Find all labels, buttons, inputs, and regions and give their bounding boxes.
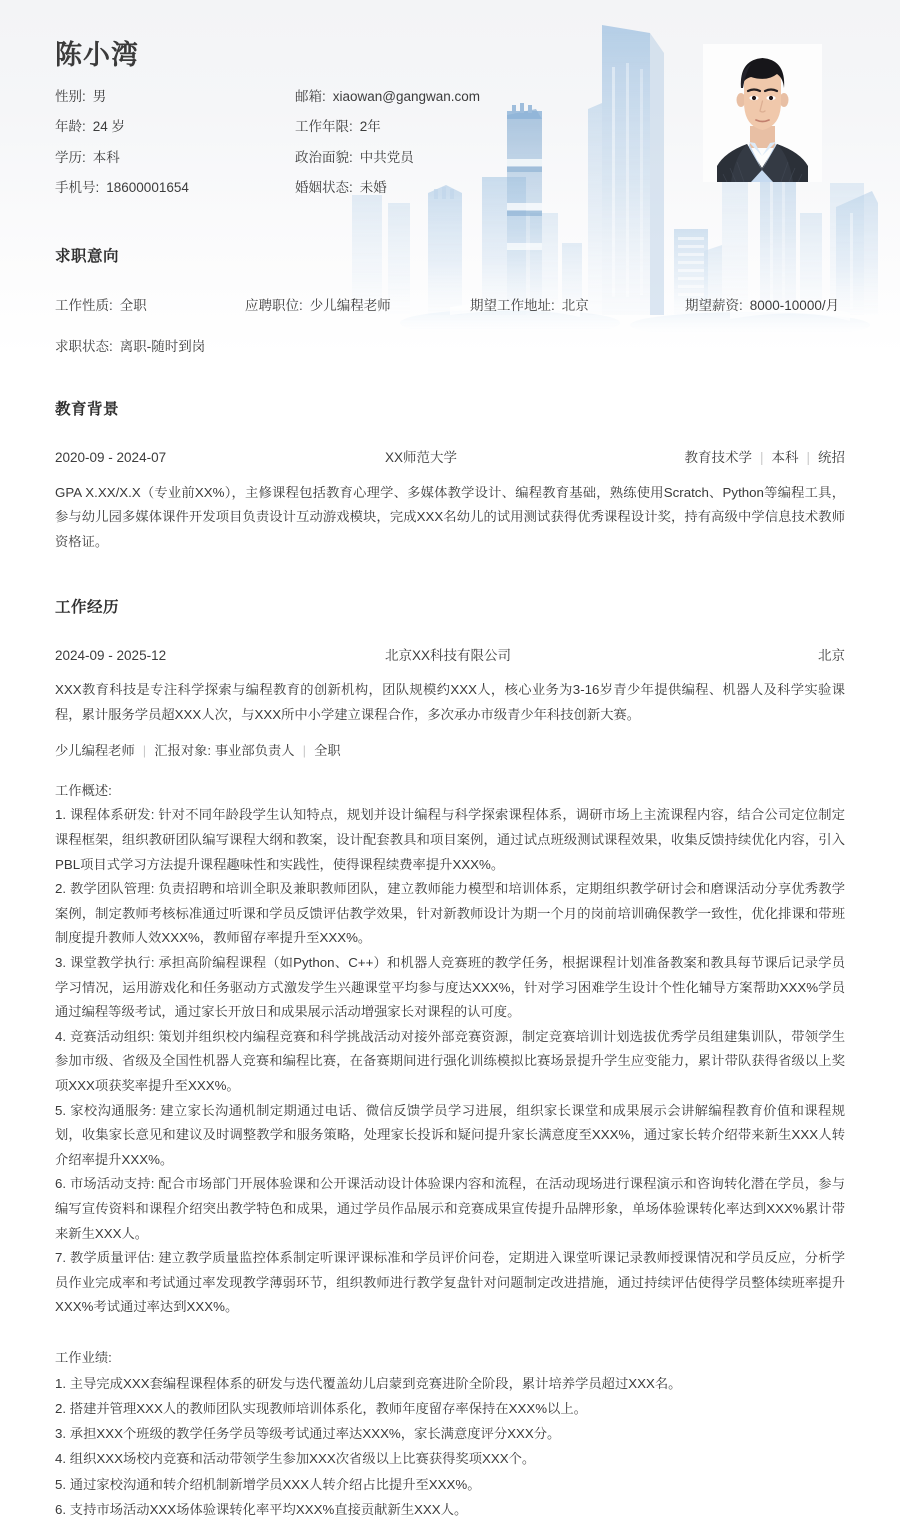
work-company-intro: XXX教育科技是专注科学探索与编程教育的创新机构，团队规模约XXX人，核心业务为3-16岁青少年提供编程、机器人及科学实验课程，累计服务学员超XXX人次，与XXX所中小学建立课程合作，多次承办市级青少年科技创新大赛。 — [55, 682, 845, 723]
info-political-status-label: 政治面貌: — [295, 149, 353, 165]
work-achievement-item: 6. 支持市场活动XXX场体验课转化率平均XXX%直接贡献新生XXX人。 — [55, 1501, 468, 1517]
work-duty-item: 5. 家校沟通服务: 建立家长沟通机制定期通过电话、微信反馈学员学习进展，组织家长课堂和成果展示会讲解编程教育价值和课程规划，收集家长意见和建议及时调整教学和服务策略，处理家长投诉和疑问提升家长满意度至XXX%，通过家长转介绍带来新生XXX人转介绍率提升XXX%。 — [55, 1102, 845, 1167]
education-date: 2020-09 - 2024-07 — [55, 450, 167, 466]
work-duty-item: 1. 课程体系研发: 针对不同年龄段学生认知特点，规划并设计编程与科学探索课程体系，调研市场上主流课程内容，结合公司定位制定课程框架，组织教研团队编写课程大纲和教案，设计配套教具和项目案例，通过试点班级测试课程效果，收集反馈持续优化内容，引入PBL项目式学习方法提升课程趣味性和实践性，使得课程续费率提升XXX%。 — [55, 807, 845, 872]
info-age — [55, 117, 295, 137]
intent-position-label: 应聘职位: — [245, 297, 303, 313]
education-degree: 本科 — [771, 450, 799, 466]
info-gender-value: 男 — [92, 89, 107, 105]
work-duty-item: 6. 市场活动支持: 配合市场部门开展体验课和公开课活动设计体验课内容和流程，在活动现场进行课程演示和咨询转化潜在学员，参与编写宣传资料和课程介绍突出教学特色和成果，通过学员作品展示和竞赛成果宣传提升品牌形象，单场体验课转化率达到XXX%累计带来新生XXX人。 — [55, 1176, 845, 1241]
info-age-value: 24 岁 — [92, 119, 126, 135]
job-intent-row-1 — [55, 294, 845, 314]
meta-separator-icon: | — [302, 742, 307, 758]
work-date: 2024-09 - 2025-12 — [55, 648, 167, 664]
work-role-title: 少儿编程老师 — [55, 742, 135, 758]
work-location: 北京 — [818, 648, 845, 664]
info-gender — [55, 87, 295, 107]
bottom-spacer — [55, 1522, 845, 1536]
info-phone-value: 18600001654 — [106, 179, 189, 195]
info-political-status-value: 中共党员 — [359, 149, 414, 165]
intent-location-label: 期望工作地址: — [470, 297, 555, 313]
work-achievements-label: 工作业绩: — [55, 1349, 112, 1365]
work-company: 北京XX科技有限公司 — [385, 648, 512, 664]
section-title-work: 工作经历 — [55, 598, 120, 616]
intent-status-value: 离职-随时到岗 — [119, 338, 206, 354]
info-marital-status-label: 婚姻状态: — [295, 179, 353, 195]
education-major: 教育技术学 — [684, 450, 752, 466]
info-age-label: 年龄: — [55, 119, 86, 135]
meta-separator-icon: | — [759, 450, 764, 466]
intent-position-value: 少儿编程老师 — [309, 297, 391, 313]
job-intent-row-2 — [55, 335, 845, 355]
info-degree-label: 学历: — [55, 149, 86, 165]
info-experience-label: 工作年限: — [295, 119, 353, 135]
info-degree-value: 本科 — [92, 149, 120, 165]
work-duty-item: 3. 课堂教学执行: 承担高阶编程课程（如Python、C++）和机器人竞赛班的教学任务，根据课程计划准备教案和教具每节课后记录学员学习情况，运用游戏化和任务驱动方式激发学生兴趣课堂平均参与度达XXX%，针对学习困难学生设计个性化辅导方案帮助XXX%学员通过编程等级考试，通过家长开放日和成果展示活动增强家长对课程的认可度。 — [55, 955, 845, 1020]
meta-separator-icon: | — [142, 742, 147, 758]
work-duty-item: 4. 竞赛活动组织: 策划并组织校内编程竞赛和科学挑战活动对接外部竞赛资源，制定竞赛培训计划选拔优秀学员组建集训队，带领学生参加市级、省级及全国性机器人竞赛和编程比赛，在备赛期间进行强化训练模拟比赛场景提升学生应变能力，累计带队获得省级以上奖项XXX项获奖率提升至XXX%。 — [55, 1028, 845, 1094]
work-achievement-item: 1. 主导完成XXX套编程课程体系的研发与迭代覆盖幼儿启蒙到竞赛进阶全阶段，累计培养学员超过XXX名。 — [55, 1375, 682, 1391]
education-school: XX师范大学 — [385, 450, 458, 466]
work-achievement-item: 5. 通过家校沟通和转介绍机制新增学员XXX人转介绍占比提升至XXX%。 — [55, 1476, 481, 1492]
work-achievement-item: 3. 承担XXX个班级的教学任务学员等级考试通过率达XXX%，家长满意度评分XXX分。 — [55, 1426, 561, 1442]
intent-location — [470, 294, 685, 314]
intent-status-label: 求职状态: — [55, 338, 113, 354]
work-duty-item: 7. 教学质量评估: 建立教学质量监控体系制定听课评课标准和学员评价问卷，定期进入课堂听课记录教师授课情况和学员反应，分析学员作业完成率和考试通过率发现教学薄弱环节，组织教师进行教学复盘针对问题制定改进措施，通过持续评估使得学员整体续班率提升XXX%考试通过率达到XXX%。 — [55, 1250, 845, 1315]
intent-job-type-value: 全职 — [119, 297, 147, 313]
info-email-value: xiaowan@gangwan.com — [332, 89, 481, 105]
work-entry-header — [55, 646, 845, 666]
work-role-meta — [55, 740, 845, 761]
education-meta — [684, 448, 845, 468]
page-title: 陈小湾 — [55, 40, 139, 70]
work-achievement-item: 4. 组织XXX场校内竞赛和活动带领学生参加XXX次省级以上比赛获得奖项XXX个。 — [55, 1451, 536, 1467]
avatar — [703, 44, 822, 182]
info-marital-status-value: 未婚 — [359, 179, 387, 195]
work-job-type: 全职 — [314, 742, 341, 758]
section-title-education: 教育背景 — [55, 400, 120, 418]
section-title-job-intent: 求职意向 — [55, 248, 120, 266]
info-gender-label: 性别: — [55, 89, 86, 105]
intent-salary-label: 期望薪资: — [685, 297, 743, 313]
work-achievements-block — [55, 1346, 845, 1522]
education-entry-header — [55, 448, 845, 468]
intent-job-type-label: 工作性质: — [55, 297, 113, 313]
work-achievement-item: 2. 搭建并管理XXX人的教师团队实现教师培训体系化，教师年度留存率保持在XXX%以上。 — [55, 1400, 587, 1416]
info-phone — [55, 178, 295, 198]
meta-separator-icon: | — [806, 450, 810, 466]
intent-job-type — [55, 294, 245, 314]
intent-position — [245, 294, 470, 314]
intent-status — [55, 335, 245, 355]
work-duties-block — [55, 779, 845, 1320]
intent-salary-value: 8000-10000/月 — [749, 297, 840, 313]
education-admission: 统招 — [818, 450, 845, 466]
info-email-label: 邮箱: — [295, 89, 326, 105]
info-phone-label: 手机号: — [55, 179, 100, 195]
intent-location-value: 北京 — [561, 297, 589, 313]
intent-salary — [685, 294, 839, 314]
work-duty-item: 2. 教学团队管理: 负责招聘和培训全职及兼职教师团队，建立教师能力模型和培训体系，定期组织教学研讨会和磨课活动分享优秀教学案例，制定教师考核标准通过听课和学员反馈评估教学效果，针对新教师设计为期一个月的岗前培训确保教学一致性，优化排课和带班制度提升教师人效XXX%，教师留存率提升至XXX%。 — [55, 881, 845, 946]
work-report-to: 汇报对象: 事业部负责人 — [154, 742, 295, 758]
avatar-portrait-icon — [703, 44, 822, 182]
info-experience-value: 2年 — [359, 119, 381, 135]
education-description: GPA X.XX/X.X（专业前XX%），主修课程包括教育心理学、多媒体教学设计、编程教育基础，熟练使用Scratch、Python等编程工具，参与幼儿园多媒体课件开发项目负责设计互动游戏模块，完成XXX名幼儿的试用测试获得优秀课程设计奖，持有高级中学信息技术教师资格证。 — [55, 484, 845, 549]
job-intent-rows — [55, 294, 845, 355]
info-degree — [55, 148, 295, 168]
work-duties-label: 工作概述: — [55, 782, 112, 798]
